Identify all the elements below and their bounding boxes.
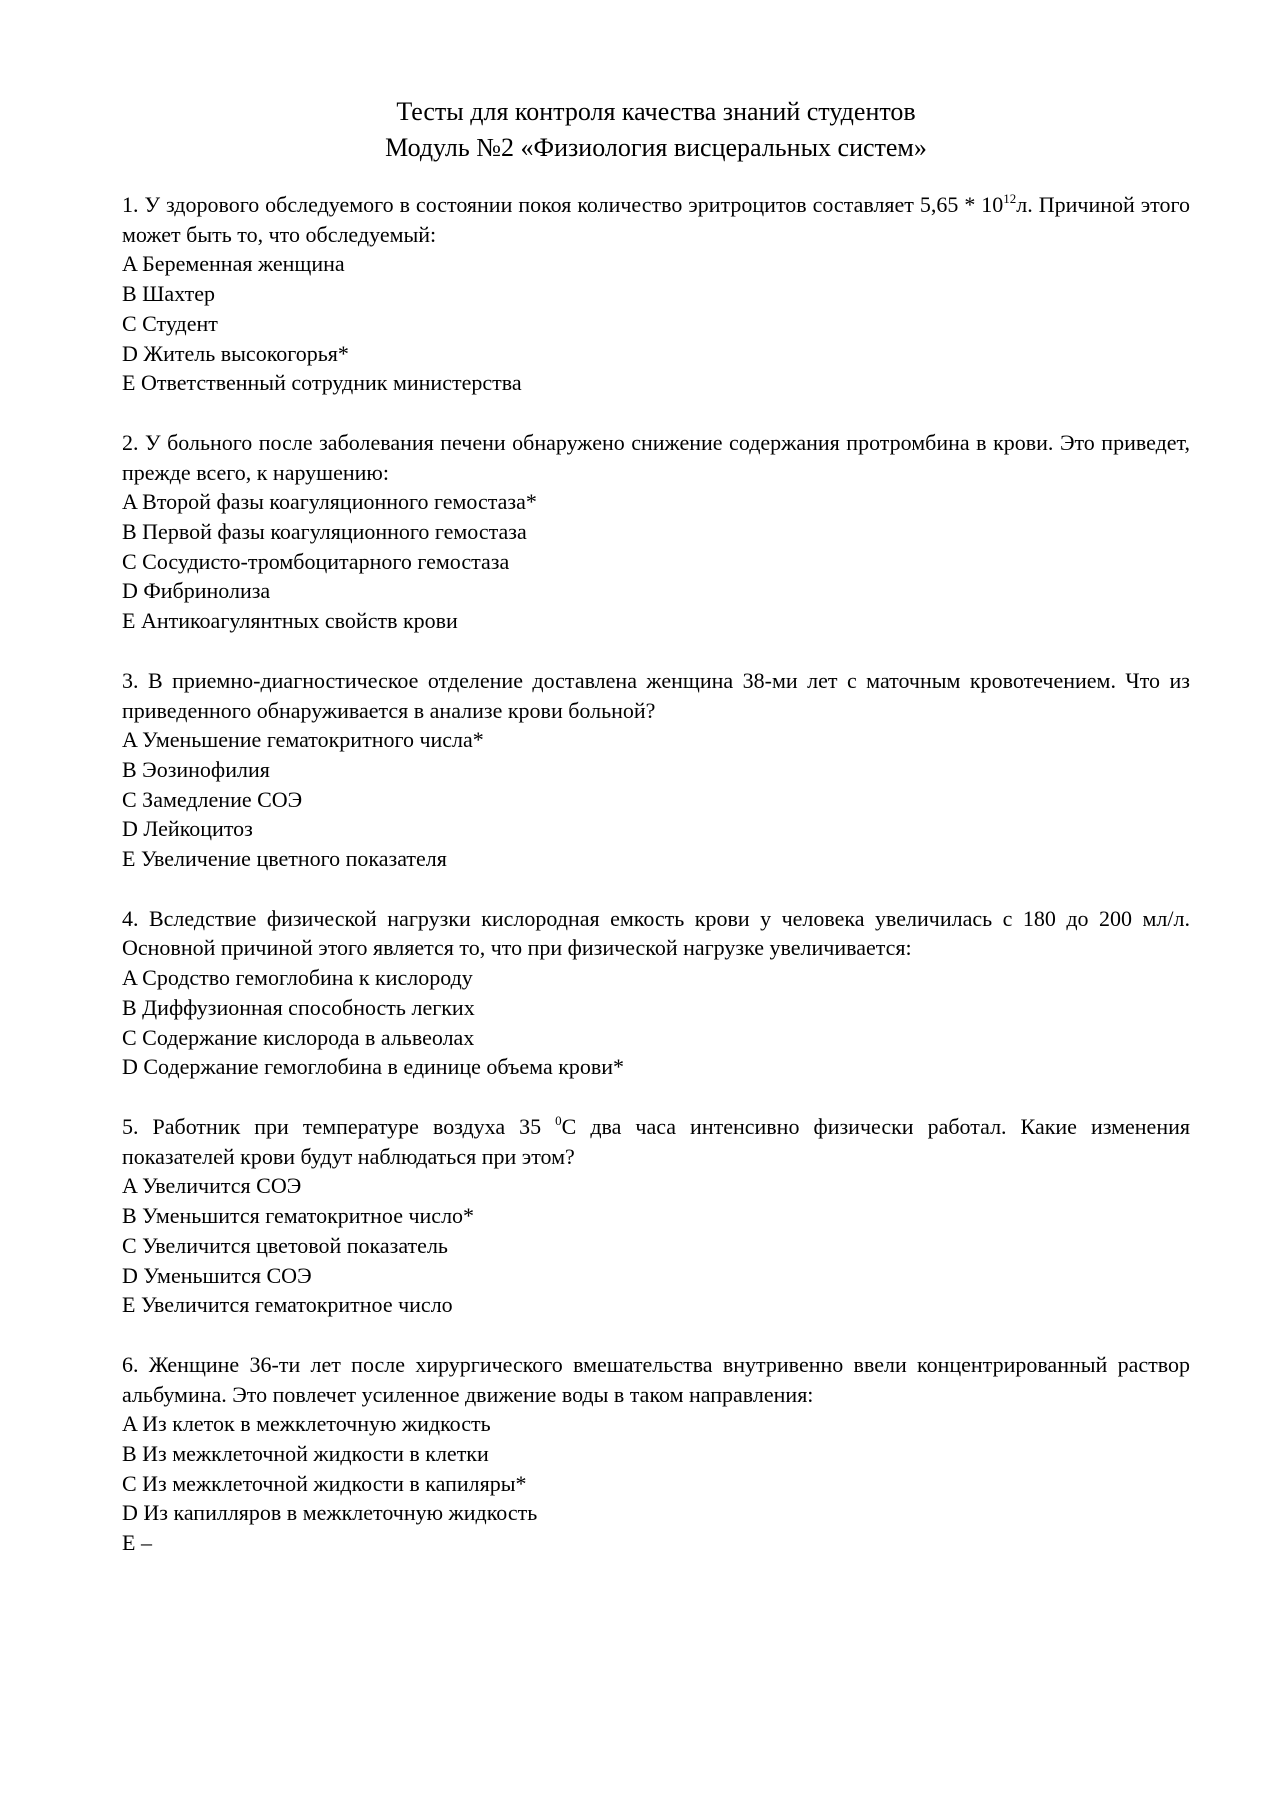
answer-option: D Из капилляров в межклеточную жидкость	[122, 1500, 538, 1526]
answer-option: C Содержание кислорода в альвеолах	[122, 1024, 475, 1050]
question-1	[122, 190, 1190, 398]
answer-option: C Увеличится цветовой показатель	[122, 1232, 448, 1258]
question-stem	[122, 190, 1190, 249]
answer-option: C Сосудисто-тромбоцитарного гемостаза	[122, 548, 510, 574]
stem-text-continued: л. Причиной этого может быть то, что обследуемый:	[122, 192, 1190, 247]
question-stem	[122, 1112, 1190, 1171]
stem-text: 2. У больного после заболевания печени обнаружено снижение содержания протромбина в крови. Это приведет, прежде всего, к нарушению:	[122, 429, 1190, 485]
title-line-1: Тесты для контроля качества знаний студентов	[396, 97, 916, 126]
superscript: 12	[1003, 191, 1017, 206]
question-4	[122, 904, 1190, 1082]
answer-option: B Шахтер	[122, 281, 215, 307]
answer-option: A Увеличится СОЭ	[122, 1173, 302, 1199]
answer-option: D Житель высокогорья*	[122, 340, 349, 366]
answer-option: A Уменьшение гематокритного числа*	[122, 727, 484, 753]
question-3	[122, 666, 1190, 874]
question-2	[122, 428, 1190, 636]
document-title	[122, 94, 1190, 166]
title-line-2: Модуль №2 «Физиология висцеральных систем»	[385, 133, 927, 162]
stem-text: 4. Вследствие физической нагрузки кислородная емкость крови у человека увеличилась с 180 до 200 мл/л. Основной причиной этого является то, что при физической нагрузке увеличивается:	[122, 905, 1190, 961]
answer-option: D Уменьшится СОЭ	[122, 1262, 312, 1288]
answer-option: D Фибринолиза	[122, 578, 271, 604]
answer-option: C Студент	[122, 310, 218, 336]
question-6	[122, 1350, 1190, 1558]
stem-text: 5. Работник при температуре воздуха 35	[122, 1113, 556, 1139]
stem-text: 3. В приемно-диагностическое отделение доставлена женщина 38-ми лет с маточным кровотечением. Что из приведенного обнаруживается в анализе крови больной?	[122, 667, 1190, 723]
stem-text: 1. У здорового обследуемого в состоянии покоя количество эритроцитов составляет 5,65 * 10	[122, 192, 1004, 217]
document-page	[122, 94, 1190, 1558]
question-stem	[122, 1350, 1190, 1409]
answer-option: E Ответственный сотрудник министерства	[122, 370, 522, 396]
superscript: 0	[555, 1112, 562, 1128]
answer-option: A Сродство гемоглобина к кислороду	[122, 965, 473, 991]
answer-option: B Диффузионная способность легких	[122, 994, 475, 1020]
answer-option: E Антикоагулянтных свойств крови	[122, 608, 458, 634]
answer-option: D Содержание гемоглобина в единице объема крови*	[122, 1054, 625, 1080]
answer-option: A Из клеток в межклеточную жидкость	[122, 1411, 491, 1437]
answer-option: E –	[122, 1530, 152, 1556]
answer-option: D Лейкоцитоз	[122, 816, 253, 842]
stem-text-continued: С два часа интенсивно физически работал. Какие изменения показателей крови будут наблюдаться при этом?	[122, 1113, 1190, 1169]
answer-option: B Уменьшится гематокритное число*	[122, 1203, 475, 1229]
question-stem	[122, 904, 1190, 963]
answer-option: E Увеличение цветного показателя	[122, 846, 447, 872]
answer-option: A Второй фазы коагуляционного гемостаза*	[122, 489, 537, 515]
answer-option: E Увеличится гематокритное число	[122, 1292, 453, 1318]
answer-option: B Из межклеточной жидкости в клетки	[122, 1441, 489, 1467]
answer-option: B Эозинофилия	[122, 756, 270, 782]
answer-option: B Первой фазы коагуляционного гемостаза	[122, 519, 527, 545]
answer-option: C Замедление СОЭ	[122, 786, 303, 812]
answer-option: C Из межклеточной жидкости в капиляры*	[122, 1470, 527, 1496]
question-stem	[122, 666, 1190, 725]
question-list	[122, 190, 1190, 1558]
answer-option: A Беременная женщина	[122, 251, 345, 277]
question-stem	[122, 428, 1190, 487]
question-5	[122, 1112, 1190, 1320]
stem-text: 6. Женщине 36-ти лет после хирургического вмешательства внутривенно ввели концентрированный раствор альбумина. Это повлечет усиленное движение воды в таком направления:	[122, 1351, 1190, 1407]
